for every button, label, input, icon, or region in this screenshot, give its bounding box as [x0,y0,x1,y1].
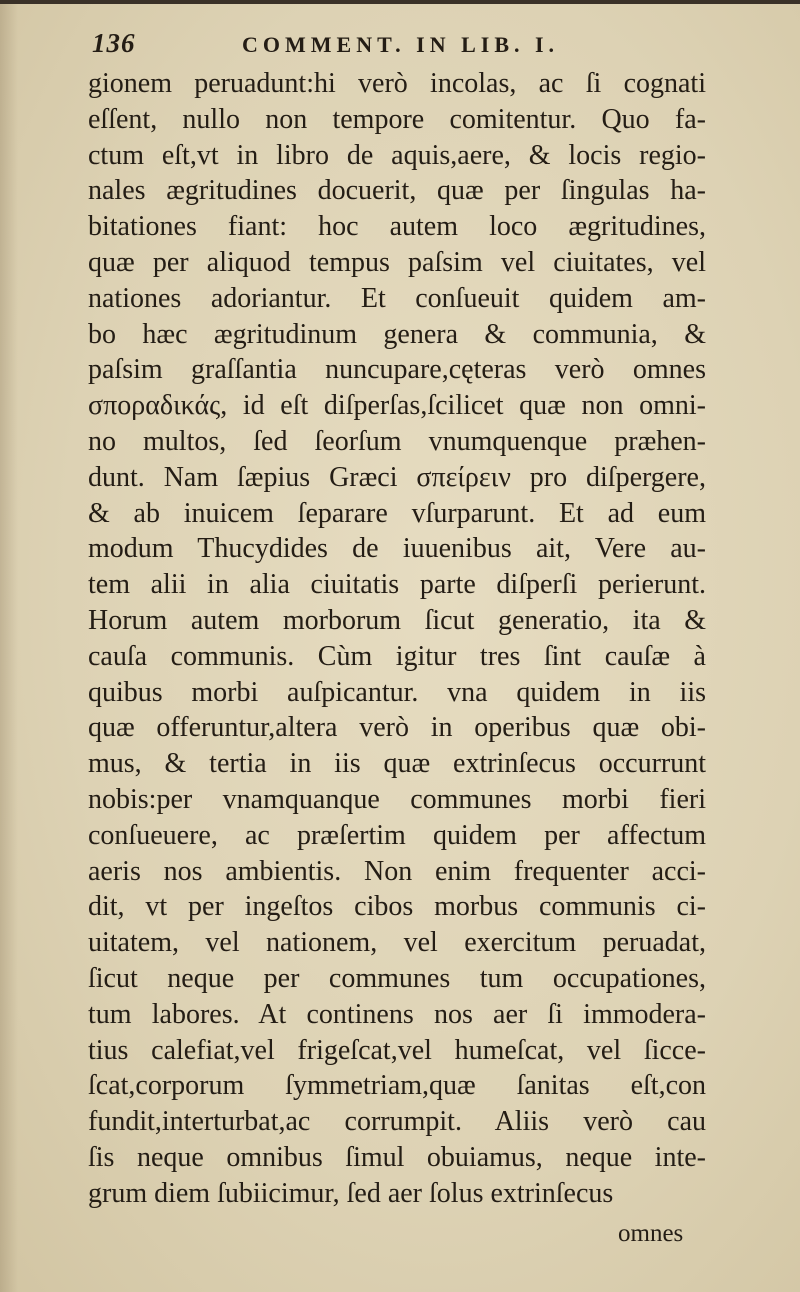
text-line: Horum autem morborum ſicut generatio, ita & [88,604,706,636]
page-header [92,28,792,64]
body-text [88,66,706,1212]
text-line: paſsim graſſantia nuncupare,cęteras verò omnes [88,354,706,386]
text-line: dit, vt per ingeſtos cibos morbus communis ci- [88,891,706,923]
text-line: mus, & tertia in iis quæ extrinſecus occurrunt [88,748,706,780]
text-line: conſueuere, ac præſertim quidem per affectum [88,819,706,851]
text-line: nationes adoriantur. Et conſueuit quidem am- [88,282,706,314]
top-edge-rule [0,0,800,4]
text-line: no multos, ſed ſeorſum vnumquenque præhen- [88,425,706,457]
text-line: tem alii in alia ciuitatis parte diſperſi perierunt. [88,569,706,601]
text-line: ſis neque omnibus ſimul obuiamus, neque inte- [88,1141,706,1173]
text-line: gionem peruadunt:hi verò incolas, ac ſi cognati [88,68,706,99]
page-number: 136 [92,28,136,58]
text-line: eſſent, nullo non tempore comitentur. Quo fa- [88,103,706,135]
gutter-shadow [0,0,18,1292]
text-line: fundit,interturbat,ac corrumpit. Aliis verò cau [88,1106,706,1138]
text-line: ctum eſt,vt in libro de aquis,aere, & locis regio- [88,139,706,171]
text-line: aeris nos ambientis. Non enim frequenter acci- [88,855,706,887]
catchword: omnes [618,1220,684,1247]
text-line: dunt. Nam ſæpius Græci σπείρειν pro diſpergere, [88,461,706,493]
text-line: cauſa communis. Cùm igitur tres ſint cauſæ à [88,640,706,672]
text-line: ſcat,corporum ſymmetriam,quæ ſanitas eſt,con [88,1070,706,1102]
text-line: & ab inuicem ſeparare vſurparunt. Et ad eum [88,497,706,529]
text-line: quibus morbi auſpicantur. vna quidem in iis [88,676,706,708]
text-line: bo hæc ægritudinum genera & communia, & [88,318,706,350]
text-line: quæ per aliquod tempus paſsim vel ciuitates, vel [88,246,706,278]
text-line: σποραδικάς, id eſt diſperſas,ſcilicet quæ non omni- [88,390,706,422]
text-line: grum diem ſubiicimur, ſed aer ſolus extrinſecus [88,1177,614,1209]
text-line: tum labores. At continens nos aer ſi immodera- [88,998,706,1030]
text-line: tius calefiat,vel frigeſcat,vel humeſcat, vel ſicce- [88,1034,706,1066]
running-head: COMMENT. IN LIB. I. [242,32,560,57]
text-line: nobis:per vnamquanque communes morbi fieri [88,783,706,815]
text-line: quæ offeruntur,altera verò in operibus quæ obi- [88,712,706,744]
text-line: modum Thucydides de iuuenibus ait, Vere au- [88,533,706,565]
text-line: uitatem, vel nationem, vel exercitum peruadat, [88,927,706,959]
text-line: bitationes fiant: hoc autem loco ægritudines, [88,211,706,243]
text-line: nales ægritudines docuerit, quæ per ſingulas ha- [88,175,706,207]
text-line: ſicut neque per communes tum occupationes, [88,962,706,994]
